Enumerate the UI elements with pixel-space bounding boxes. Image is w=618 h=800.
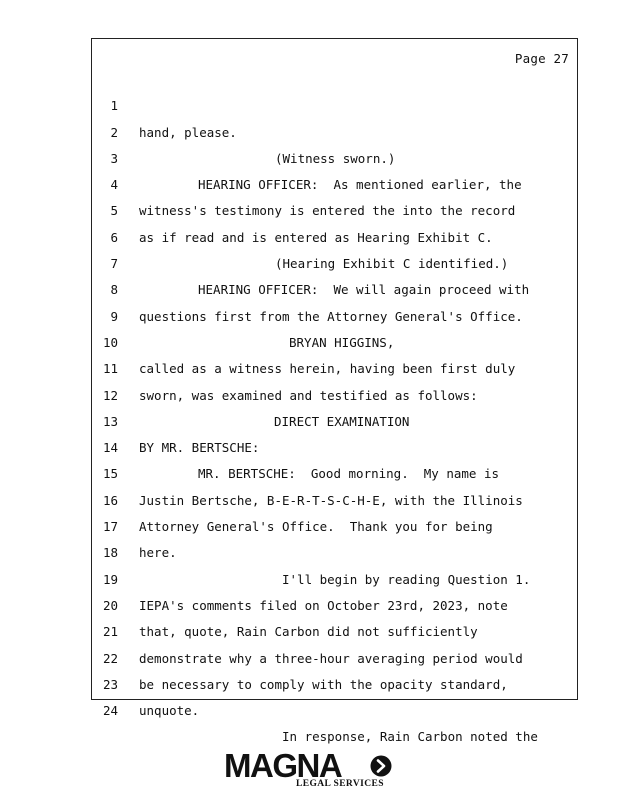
line-number: 10 <box>102 334 118 350</box>
line-number: 4 <box>110 177 118 193</box>
line-text: In response, Rain Carbon noted the <box>282 729 538 745</box>
line-number: 2 <box>110 124 118 140</box>
line-text: BY MR. BERTSCHE: <box>139 440 260 456</box>
line-text: questions first from the Attorney General's Office. <box>139 308 523 324</box>
page-number: Page 27 <box>514 51 569 66</box>
line-number: 9 <box>110 308 118 324</box>
line-text: (Witness sworn.) <box>275 150 396 166</box>
line-number: 6 <box>110 229 118 245</box>
line-text: Attorney General's Office. Thank you for being <box>139 519 493 535</box>
line-number: 15 <box>102 466 118 482</box>
line-text: DIRECT EXAMINATION <box>274 413 410 429</box>
line-number: 20 <box>102 597 118 613</box>
line-text: here. <box>139 545 177 561</box>
line-number: 21 <box>102 624 118 640</box>
line-number: 16 <box>102 492 118 508</box>
line-text: MR. BERTSCHE: Good morning. My name is <box>198 466 500 482</box>
transcript-lines <box>92 67 577 745</box>
line-number: 11 <box>102 361 118 377</box>
line-number: 23 <box>102 676 118 692</box>
line-text: BRYAN HIGGINS, <box>289 334 395 350</box>
transcript-page <box>91 38 578 745</box>
line-text: witness's testimony is entered the into the record <box>139 203 516 219</box>
line-text: be necessary to comply with the opacity standard, <box>139 676 508 692</box>
line-text: HEARING OFFICER: As mentioned earlier, the <box>198 177 522 193</box>
line-number: 12 <box>102 387 118 403</box>
line-number: 14 <box>102 440 118 456</box>
line-number: 3 <box>110 150 118 166</box>
logo-wordmark: MAGNA <box>224 747 342 784</box>
line-text: that, quote, Rain Carbon did not sufficiently <box>139 624 478 640</box>
line-text: IEPA's comments filed on October 23rd, 2023, note <box>139 597 508 613</box>
line-number: 18 <box>102 545 118 561</box>
line-text: (Hearing Exhibit C identified.) <box>275 256 509 272</box>
line-number: 1 <box>110 98 118 114</box>
line-number: 5 <box>110 203 118 219</box>
line-number: 8 <box>110 282 118 298</box>
logo-tagline: LEGAL SERVICES <box>296 779 384 789</box>
line-text: called as a witness herein, having been first duly <box>139 361 516 377</box>
line-text: as if read and is entered as Hearing Exhibit C. <box>139 229 493 245</box>
line-number: 13 <box>102 413 118 429</box>
transcript-line <box>92 67 577 140</box>
line-text: demonstrate why a three-hour averaging period would <box>139 650 523 666</box>
line-text: hand, please. <box>139 124 237 140</box>
line-text: HEARING OFFICER: We will again proceed with <box>198 282 530 298</box>
line-number: 7 <box>110 256 118 272</box>
line-text: Justin Bertsche, B-E-R-T-S-C-H-E, with the Illinois <box>139 492 523 508</box>
line-text: sworn, was examined and testified as follows: <box>139 387 478 403</box>
line-text: unquote. <box>139 703 200 719</box>
magna-logo <box>224 748 396 794</box>
chevron-right-circle-icon <box>370 755 392 777</box>
line-number: 19 <box>102 571 118 587</box>
line-number: 17 <box>102 519 118 535</box>
line-number: 22 <box>102 650 118 666</box>
line-number: 24 <box>102 703 118 719</box>
line-text: I'll begin by reading Question 1. <box>282 571 531 587</box>
